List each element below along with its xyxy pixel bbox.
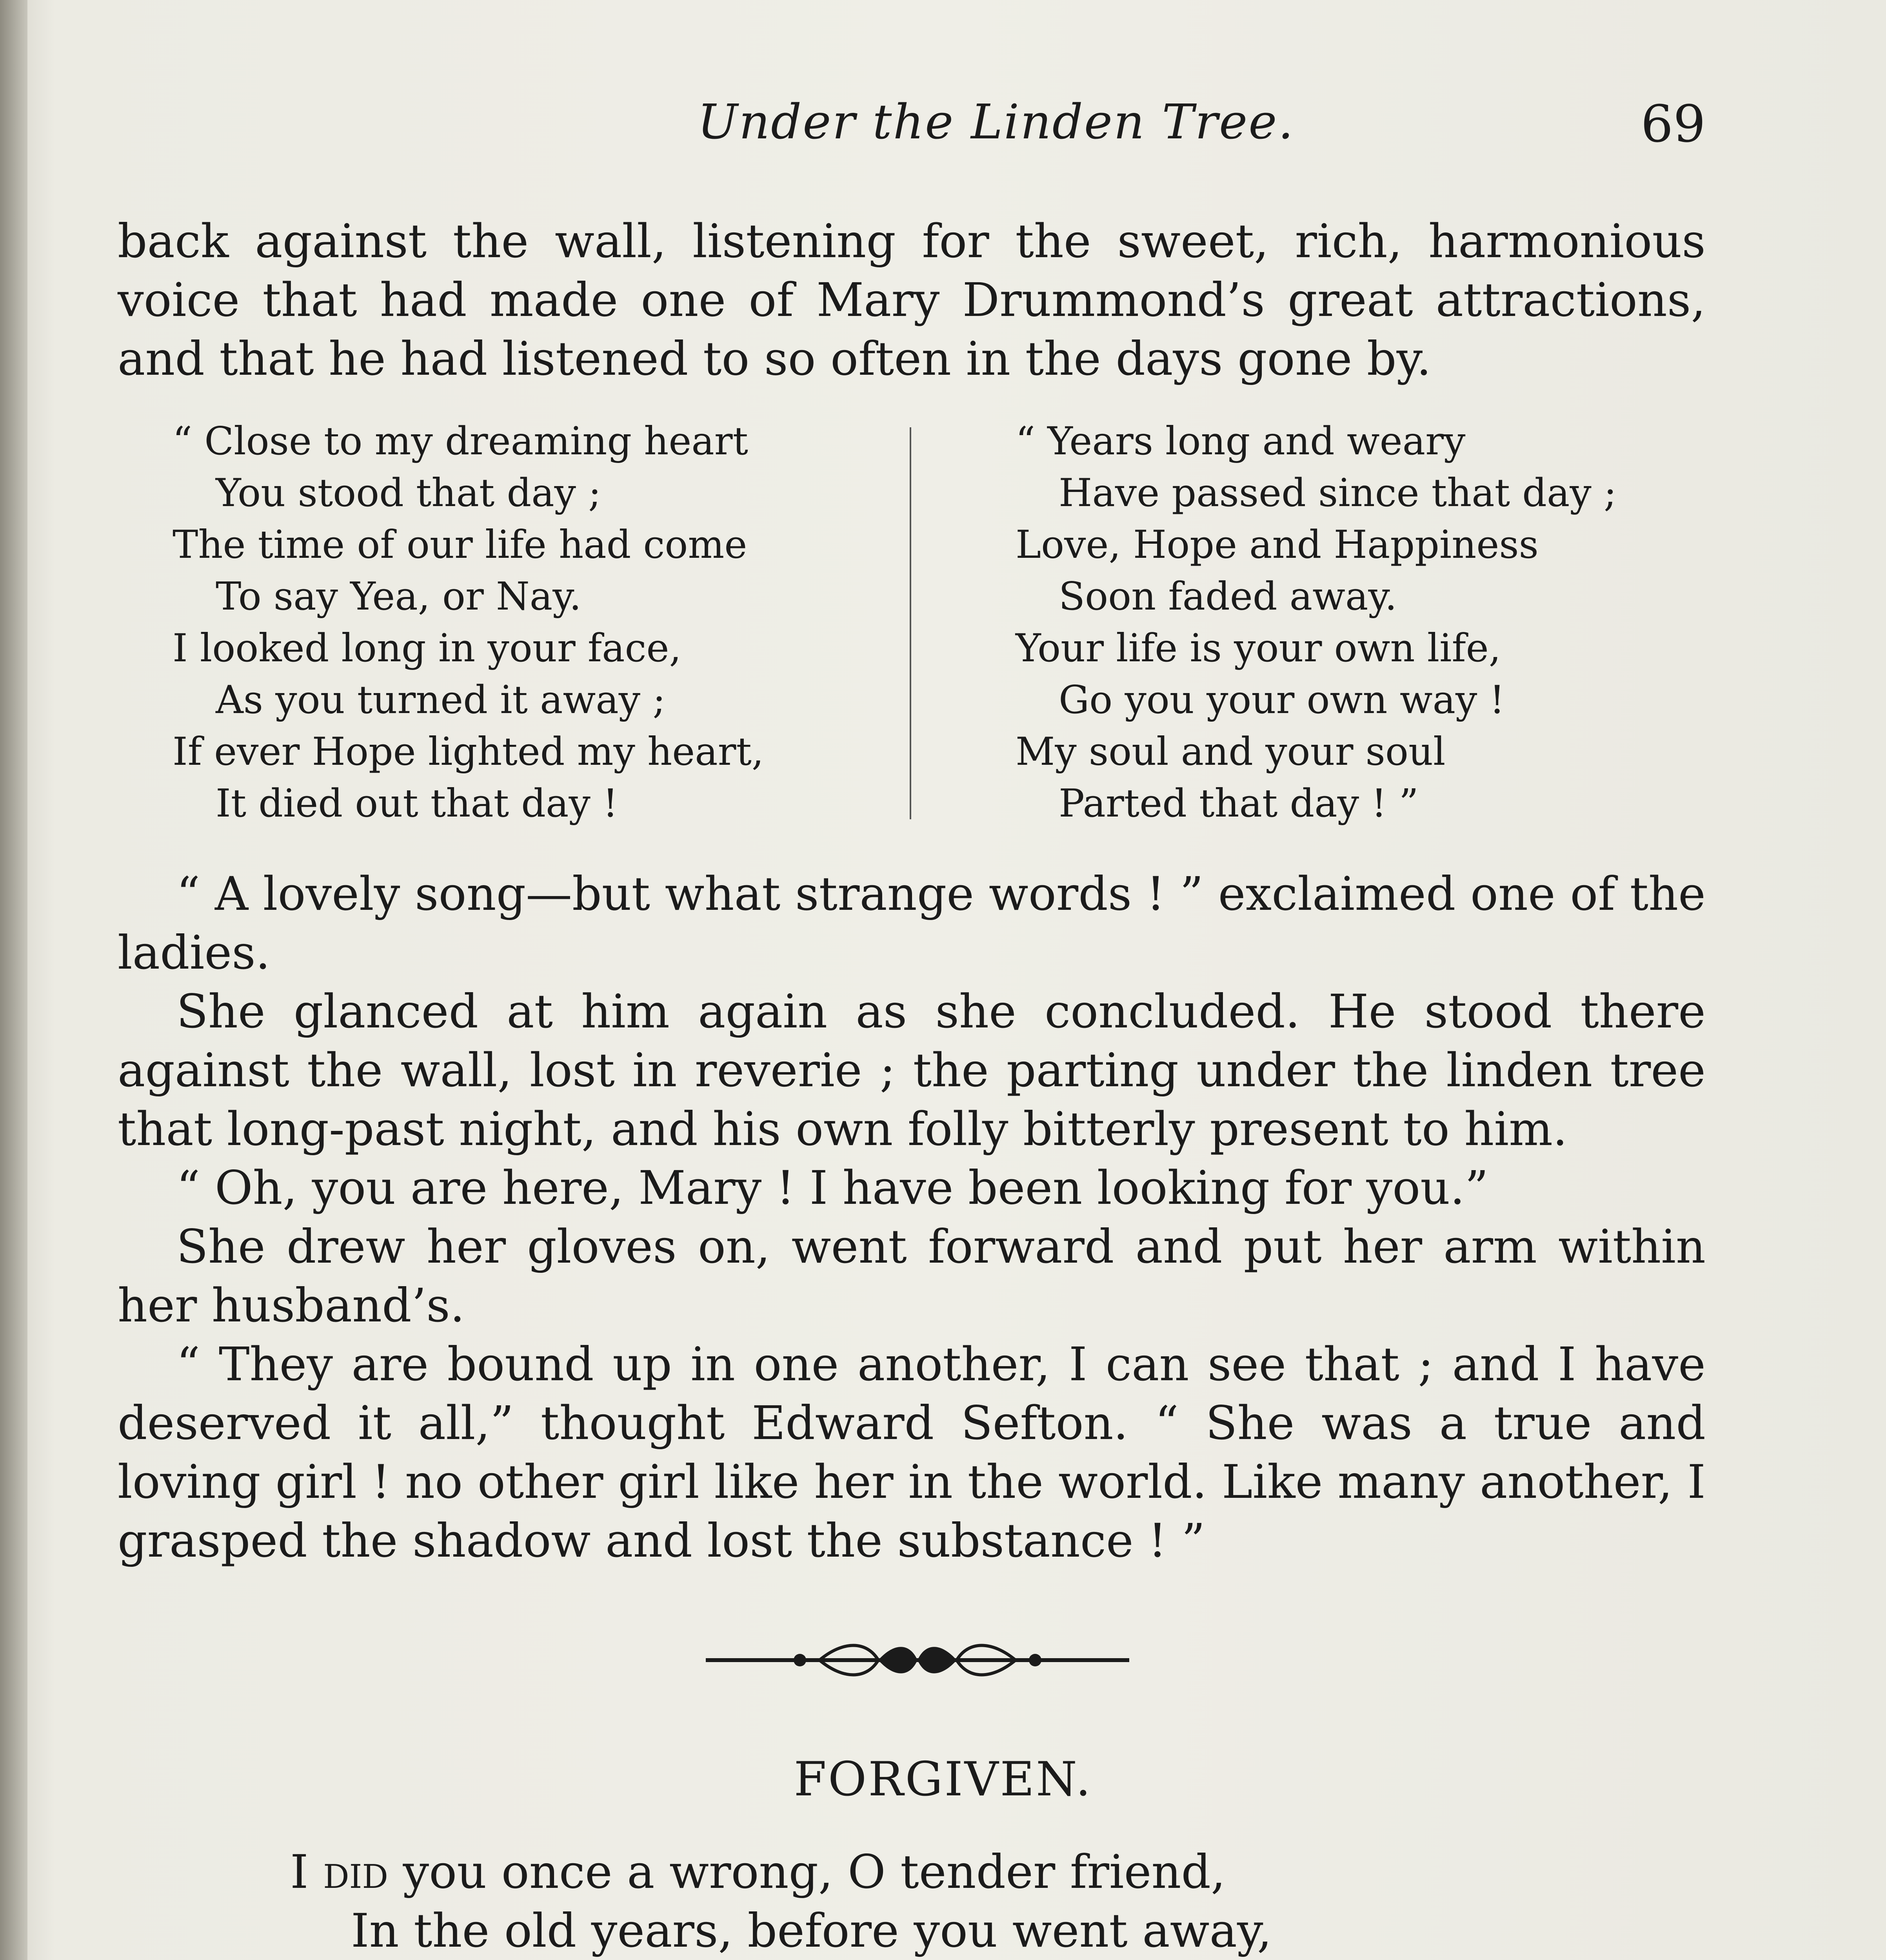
lyric-line: You stood that day ;: [216, 471, 601, 515]
page-number: 69: [1641, 94, 1706, 154]
poem-line: [290, 1842, 1663, 1901]
song-lyric: [173, 416, 1623, 831]
lyric-line: Soon faded away.: [1059, 574, 1397, 619]
poem-opening-words: I did: [290, 1845, 388, 1899]
paragraph: She drew her gloves on, went forward and put her arm within her husband’s.: [118, 1220, 1706, 1332]
poem-title: FORGIVEN.: [794, 1752, 1092, 1807]
lyric-line: Go you your own way !: [1059, 678, 1505, 722]
lyric-line: If ever Hope lighted my heart,: [173, 730, 764, 774]
lyric-line: To say Yea, or Nay.: [216, 574, 581, 619]
paragraph: back against the wall, listening for the sweet, rich, harmonious voice that had made one of Mary Drummond’s great attractions, and that he had listened to so often in the days gone by.: [118, 214, 1706, 386]
lyric-line: Your life is your own life,: [1016, 626, 1501, 671]
lyric-line: I looked long in your face,: [173, 626, 681, 671]
paragraph: “ Oh, you are here, Mary ! I have been looking for you.”: [176, 1161, 1489, 1215]
paragraph: She glanced at him again as she concluded. He stood there against the wall, lost in reverie ; the parting under the linden tree that long-past night, and his own folly bitterly present to him.: [118, 984, 1706, 1156]
ornament-divider-icon: [702, 1639, 1133, 1682]
paragraph: “ A lovely song—but what strange words ! ” exclaimed one of the ladies.: [118, 867, 1706, 980]
running-title: Under the Linden Tree.: [697, 94, 1295, 150]
prose-bottom: [118, 864, 1706, 1570]
lyric-line: Have passed since that day ;: [1059, 471, 1617, 515]
page-header: [286, 86, 1706, 165]
lyric-column-right: [1016, 416, 1643, 829]
poem-line-text: you once a wrong, O tender friend,: [388, 1845, 1226, 1899]
lyric-line: The time of our life had come: [173, 523, 747, 567]
lyric-line: My soul and your soul: [1016, 730, 1446, 774]
prose-top: [118, 212, 1706, 388]
lyric-line: Love, Hope and Happiness: [1016, 523, 1539, 567]
lyric-column-left: [173, 416, 870, 829]
lyric-line: “ Years long and weary: [1016, 419, 1466, 464]
lyric-line: As you turned it away ;: [216, 678, 666, 722]
poem-line: In the old years, before you went away,: [351, 1904, 1272, 1958]
paragraph: “ They are bound up in one another, I can see that ; and I have deserved it all,” thought Edward Sefton. “ She was a true and loving girl ! no other girl like her in the world. Like many another, I grasped the shadow and lost the substance ! ”: [118, 1337, 1706, 1568]
lyric-column-divider: [910, 427, 911, 819]
page-spine-shadow: [0, 0, 27, 1960]
poem-stanza: [290, 1842, 1663, 1960]
lyric-line: It died out that day !: [216, 781, 618, 826]
poem-body: [290, 1842, 1663, 1960]
lyric-line: Parted that day ! ”: [1059, 781, 1419, 826]
lyric-line: “ Close to my dreaming heart: [173, 419, 749, 464]
